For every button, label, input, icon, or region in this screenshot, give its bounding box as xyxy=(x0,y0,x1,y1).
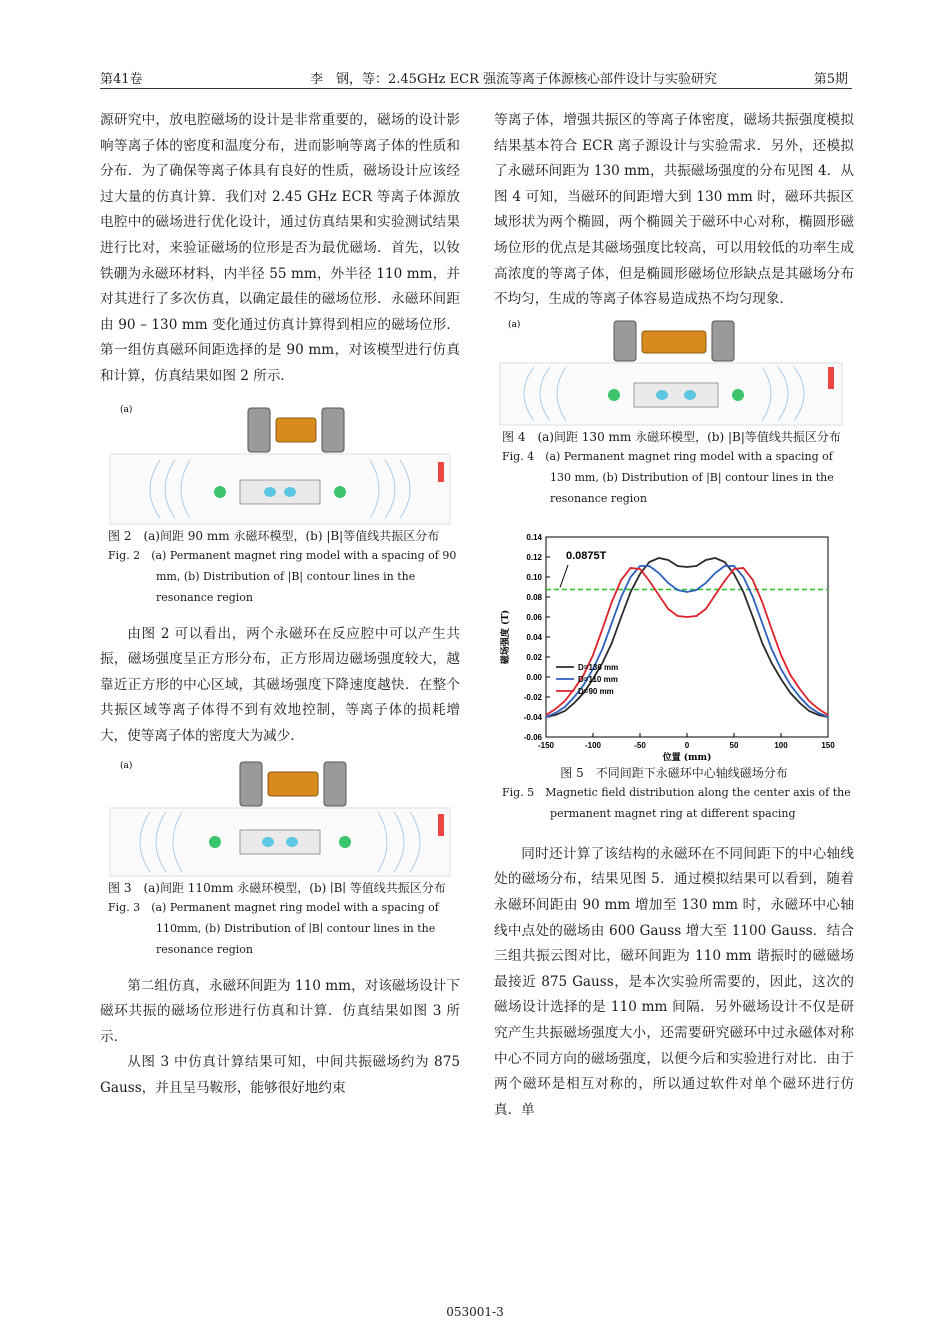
header-title: 李 钢，等：2.45GHz ECR 强流等离子体源核心部件设计与实验研究 xyxy=(310,72,718,87)
figure-4-caption-cn xyxy=(494,429,854,446)
figure-5-text-cn: 不同间距下永磁环中心轴线磁场分布 xyxy=(595,765,788,780)
figure-3-text-cn: (a)间距 110mm 永磁环模型，(b) ∣B∣ 等值线共振区分布 xyxy=(143,880,446,895)
figure-2-image xyxy=(100,400,460,528)
left-column xyxy=(100,108,460,1101)
figure-2-caption-en xyxy=(100,545,460,608)
figure-5-number-cn: 图 5 xyxy=(560,765,584,780)
figure-2-text-en: (a) Permanent magnet ring model with a spacing of 90 mm, (b) Distribution of |B| contour lines in the resonance region xyxy=(151,548,457,604)
figure-4-text-cn: (a)间距 130 mm 永磁环模型，(b) |B|等值线共振区分布 xyxy=(537,429,841,444)
figure-5-text-en: Magnetic field distribution along the center axis of the permanent magnet ring at different spacing xyxy=(545,785,851,820)
contour-plot-icon xyxy=(110,454,450,524)
y-tick-label: 0.04 xyxy=(526,632,542,642)
figure-2-label-a: (a) xyxy=(120,404,133,415)
x-tick-label: -150 xyxy=(537,740,555,750)
legend-label: D=90 mm xyxy=(578,686,614,696)
figure-4-text-en: (a) Permanent magnet ring model with a spacing of 130 mm, (b) Distribution of |B| contour lines in the resonance region xyxy=(545,449,834,505)
reference-annotation: 0.0875T xyxy=(566,549,607,562)
figure-3-caption-cn xyxy=(100,880,460,897)
left-paragraph-2: 由图 2 可以看出，两个永磁环在反应腔中可以产生共振，磁场强度呈正方形分布，正方形周边磁场强度较大，越靠近正方形的中心区域，其磁场强度下降速度越快．在整个共振区域等离子体得不到有效地控制，等离子体的损耗增大，使等离子体的密度大为减少． xyxy=(100,625,460,744)
y-tick-label: 0.08 xyxy=(526,592,542,602)
y-tick-label: -0.06 xyxy=(523,732,542,742)
left-paragraph-1: 源研究中，放电腔磁场的设计是非常重要的，磁场的设计影响等离子体的密度和温度分布，进而影响等离子体的性质和分布．为了确保等离子体具有良好的性质，磁场设计应该经过大量的仿真计算．我们对 2.45 GHz ECR 等离子体源放电腔中的磁场进行优化设计，通过仿真结果和实验测试结果进行比对，来验证磁场的位形是否为最优磁场．首先，以钕铁硼为永磁环材料，内半径 55 mm，外半径 110 mm，并对其进行了多次仿真，以确定最佳的磁场位形．永磁环间距由 90 – 130 mm 变化通过仿真计算得到相应的磁场位形．第一组仿真磁环间距选择的是 90 mm，对该模型进行仿真和计算，仿真结果如图 2 所示． xyxy=(100,112,460,384)
header-issue: 第5期 xyxy=(813,72,848,87)
x-tick-label: 50 xyxy=(729,740,739,750)
figure-3-label-a: (a) xyxy=(120,760,133,771)
y-tick-label: -0.02 xyxy=(523,692,542,702)
x-axis-label: 位置 (mm) xyxy=(662,752,712,761)
header-volume: 第41卷 xyxy=(100,72,143,87)
magnet-model-icon xyxy=(248,408,344,452)
right-paragraph-1: 等离子体，增强共振区的等离子体密度，磁场共振强度模拟结果基本符合 ECR 离子源设计与实验需求．另外，还模拟了永磁环间距为 130 mm，共振磁场强度的分布见图 4．从图 4 可知，当磁环的间距增大到 130 mm 时，磁环共振区域形状为两个椭圆，两个椭圆关于磁环中心对称，椭圆形磁场位形的优点是其磁场强度比较高，可以用较低的功率生成高浓度的等离子体，但是椭圆形磁场位形缺点是其磁场分布不均匀，生成的等离子体容易造成热不均匀现象． xyxy=(494,112,854,308)
y-axis-label: 磁场强度 (T) xyxy=(501,609,511,664)
figure-2-number-cn: 图 2 xyxy=(108,528,132,543)
figure-3-number-cn: 图 3 xyxy=(108,880,132,895)
contour-plot-icon xyxy=(500,363,842,425)
left-paragraph-3: 第二组仿真，永磁环间距为 110 mm，对该磁场设计下磁环共振的磁场位形进行仿真和计算．仿真结果如图 3 所示． xyxy=(100,977,460,1045)
x-tick-label: -100 xyxy=(584,740,602,750)
page-number: 053001-3 xyxy=(446,1305,504,1319)
figure-4-number-en: Fig. 4 xyxy=(502,449,535,463)
y-tick-label: 0.10 xyxy=(526,572,542,582)
y-tick-label: 0.02 xyxy=(526,652,542,662)
figure-2-number-en: Fig. 2 xyxy=(108,548,141,562)
left-paragraph-4: 从图 3 中仿真计算结果可知，中间共振磁场约为 875 Gauss，并且呈马鞍形，能够很好地约束 xyxy=(100,1054,460,1096)
magnet-model-icon xyxy=(614,321,734,361)
y-tick-label: 0.06 xyxy=(526,612,542,622)
right-column xyxy=(494,108,854,1123)
figure-4-label-a: (a) xyxy=(508,319,521,330)
running-header xyxy=(100,66,852,89)
figure-5-number-en: Fig. 5 xyxy=(502,785,535,799)
figure-5-caption-en xyxy=(494,782,854,824)
figure-3-text-en: (a) Permanent magnet ring model with a spacing of 110mm, (b) Distribution of ∣B∣ contour lines in the resonance region xyxy=(151,900,439,956)
figure-5-chart xyxy=(494,529,844,761)
figure-2 xyxy=(100,400,460,608)
figure-2-caption-cn xyxy=(100,528,460,545)
figure-3-image xyxy=(100,756,460,880)
x-tick-label: 0 xyxy=(684,740,690,750)
y-tick-label: -0.04 xyxy=(523,712,542,722)
y-tick-label: 0.14 xyxy=(526,532,542,542)
figure-5-caption-cn xyxy=(494,765,854,782)
x-tick-label: 150 xyxy=(821,740,835,750)
x-tick-label: 100 xyxy=(774,740,788,750)
x-tick-label: -50 xyxy=(634,740,646,750)
magnet-model-icon xyxy=(240,762,346,806)
figure-4 xyxy=(494,317,854,509)
y-tick-label: 0.00 xyxy=(526,672,542,682)
legend-label: D=130 mm xyxy=(578,662,619,672)
figure-4-image xyxy=(494,317,854,429)
right-paragraph-2: 同时还计算了该结构的永磁环在不同间距下的中心轴线处的磁场分布，结果见图 5．通过模拟结果可以看到，随着永磁环间距由 90 mm 增加至 130 mm 时，永磁环中心轴线中点处的磁场由 600 Gauss 增大至 1100 Gauss．结合三组共振云图对比，磁环间距为 110 mm 谐振时的磁磁场最接近 875 Gauss，是本次实验所需要的，因此，这次的磁场设计选择的是 110 mm 间隔．另外磁场设计不仅是研究产生共振磁场强度大小，还需要研究磁环中过永磁体对称中心不同方向的磁场强度，以便今后和实验进行对比．由于两个磁环是相互对称的，所以通过软件对单个磁环进行仿真．单 xyxy=(494,845,854,1118)
figure-4-number-cn: 图 4 xyxy=(502,429,526,444)
figure-3 xyxy=(100,756,460,960)
figure-3-number-en: Fig. 3 xyxy=(108,900,141,914)
figure-4-caption-en xyxy=(494,446,854,509)
figure-2-text-cn: (a)间距 90 mm 永磁环模型，(b) |B|等值线共振区分布 xyxy=(143,528,440,543)
contour-plot-icon xyxy=(110,808,450,876)
y-tick-label: 0.12 xyxy=(526,552,542,562)
figure-3-caption-en xyxy=(100,897,460,960)
figure-5 xyxy=(494,529,854,824)
legend-label: D=110 mm xyxy=(578,674,618,684)
